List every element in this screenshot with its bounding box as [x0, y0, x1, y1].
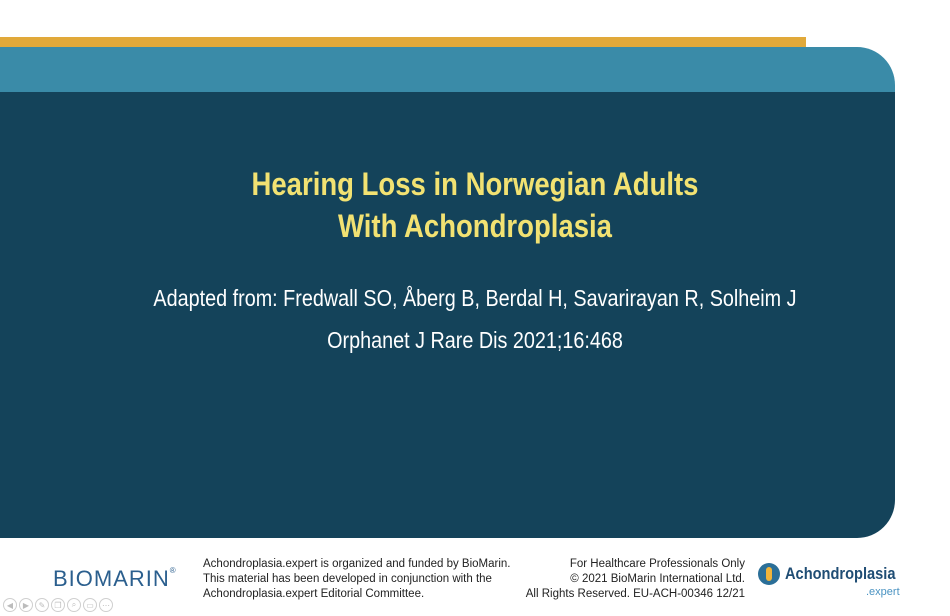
- copy-icon[interactable]: ❐: [51, 598, 65, 612]
- footer-disclaimer-line3: Achondroplasia.expert Editorial Committee.: [203, 588, 425, 600]
- footer-copyright-line1: For Healthcare Professionals Only: [569, 558, 745, 570]
- slide-panel: [0, 92, 895, 538]
- brand-sub: .expert: [866, 586, 900, 598]
- footer-disclaimer-line2: This material has been developed in conjunction with the: [203, 573, 492, 585]
- brand-name: Achondroplasia: [785, 564, 896, 583]
- slide-title-line1: Hearing Loss in Norwegian Adults: [251, 166, 699, 202]
- slide-citation: Orphanet J Rare Dis 2021;16:468: [327, 327, 623, 353]
- prev-icon[interactable]: ◀: [3, 598, 17, 612]
- more-icon[interactable]: ⋯: [99, 598, 113, 612]
- footer-disclaimer-line1: Achondroplasia.expert is organized and funded by BioMarin.: [203, 558, 511, 570]
- gold-accent-bar: [0, 37, 806, 47]
- slide-nav-toolbar: [3, 598, 113, 612]
- registered-mark: ®: [169, 566, 177, 575]
- footer-disclaimer: [203, 557, 511, 602]
- footer-copyright: [526, 557, 745, 602]
- screen-icon[interactable]: ▭: [83, 598, 97, 612]
- footer-copyright-line2: © 2021 BioMarin International Ltd.: [570, 573, 745, 585]
- pen-icon[interactable]: ✎: [35, 598, 49, 612]
- achondroplasia-logo-icon: [758, 563, 780, 585]
- achondroplasia-expert-logo: [758, 560, 908, 606]
- biomarin-logo-text: BIOMARIN: [53, 566, 170, 591]
- zoom-icon[interactable]: ⌕: [67, 598, 81, 612]
- slide-title-line2: With Achondroplasia: [338, 208, 612, 244]
- slide-subtitle: Adapted from: Fredwall SO, Åberg B, Berdal H, Savarirayan R, Solheim J: [153, 285, 797, 311]
- footer-copyright-line3: All Rights Reserved. EU-ACH-00346 12/21: [525, 588, 745, 600]
- slide-title: [67, 163, 884, 247]
- biomarin-logo: [53, 566, 177, 592]
- next-icon[interactable]: ▶: [19, 598, 33, 612]
